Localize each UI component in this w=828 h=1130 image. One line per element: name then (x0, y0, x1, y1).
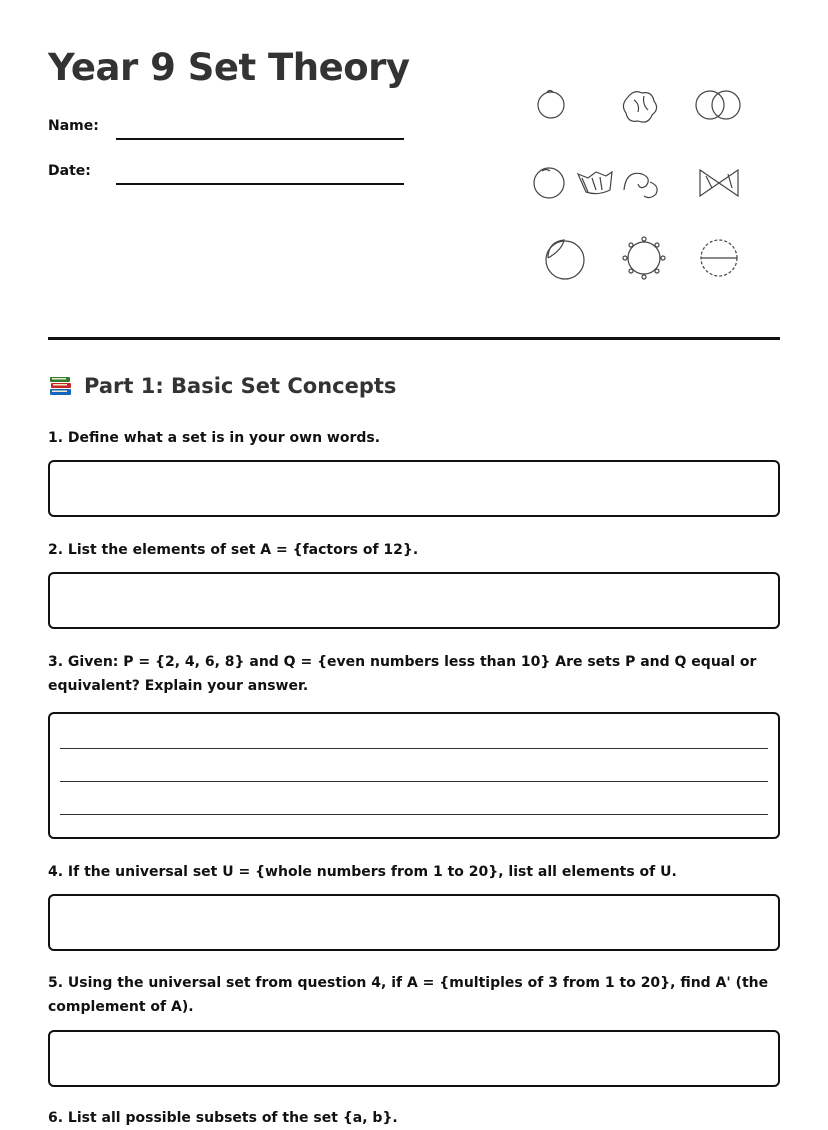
divided-circle-icon (701, 240, 737, 276)
question-1: 1. Define what a set is in your own words. (48, 430, 381, 446)
swirl-icon (624, 173, 657, 197)
writing-line (60, 814, 768, 815)
set-symbols-illustration (520, 78, 760, 288)
writing-line (60, 748, 768, 749)
section-heading (48, 373, 396, 399)
question-4: 4. If the universal set U = {whole numbers from 1 to 20}, list all elements of U. (48, 864, 677, 880)
books-icon (48, 373, 74, 399)
question-6: 6. List all possible subsets of the set {a, b}. (48, 1110, 398, 1126)
crumpled-shape-icon (578, 172, 612, 194)
date-field[interactable] (116, 183, 404, 185)
overlapping-circles-icon (696, 91, 740, 119)
blob-icon (623, 92, 656, 122)
question-3: 3. Given: P = {2, 4, 6, 8} and Q = {even numbers less than 10} Are sets P and Q equal or equivalent? Explain your answer. (48, 654, 757, 694)
question-2: 2. List the elements of set A = {factors of 12}. (48, 542, 419, 558)
bowtie-icon (700, 170, 738, 196)
answer-box-5[interactable] (48, 1030, 780, 1087)
sun-circle-icon (623, 237, 665, 279)
name-field[interactable] (116, 138, 404, 140)
circle-outline-icon (534, 168, 564, 198)
question-5: 5. Using the universal set from question 4, if A = {multiples of 3 from 1 to 20}, find A' (the complement of A). (48, 975, 769, 1015)
date-label: Date: (48, 163, 91, 179)
answer-box-4[interactable] (48, 894, 780, 951)
page-title: Year 9 Set Theory (48, 46, 410, 89)
answer-box-3[interactable] (48, 712, 780, 839)
circle-with-arc-icon (546, 240, 584, 279)
answer-box-1[interactable] (48, 460, 780, 517)
section-title-text: Part 1: Basic Set Concepts (84, 374, 397, 398)
name-label: Name: (48, 118, 99, 134)
writing-line (60, 781, 768, 782)
answer-box-2[interactable] (48, 572, 780, 629)
circle-icon (538, 91, 564, 119)
section-divider (48, 337, 780, 340)
